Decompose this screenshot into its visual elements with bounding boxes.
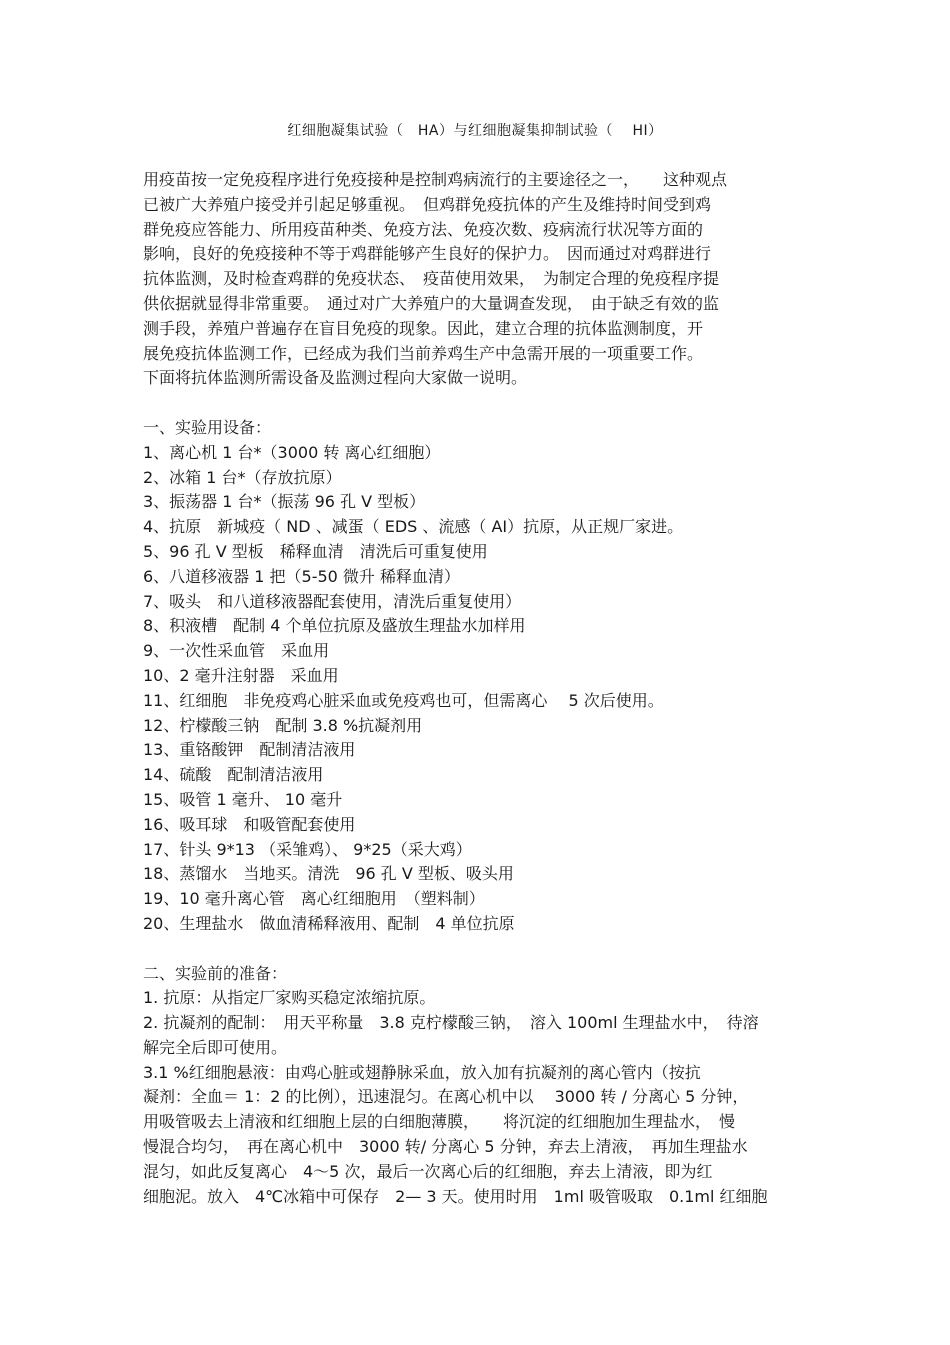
paragraph-line: 3.1 %红细胞悬液：由鸡心脏或翅静脉采血，放入加有抗凝剂的离心管内（按抗 xyxy=(143,1062,701,1082)
list-item: 20、生理盐水 做血清稀释液用、配制 4 单位抗原 xyxy=(143,913,515,933)
paragraph-line: 凝剂：全血＝ 1：2 的比例），迅速混匀。在离心机中以 3000 转 / 分离心 5 分钟， xyxy=(143,1087,749,1107)
preparation-section xyxy=(143,962,808,1210)
list-item: 10、2 毫升注射器 采血用 xyxy=(143,665,339,685)
document-body xyxy=(143,168,808,1209)
list-item: 1、离心机 1 台*（3000 转 离心红细胞） xyxy=(143,442,441,462)
list-item: 6、八道移液器 1 把（5-50 微升 稀释血清） xyxy=(143,566,461,586)
list-item: 16、吸耳球 和吸管配套使用 xyxy=(143,814,356,834)
intro-line: 用疫苗按一定免疫程序进行免疫接种是控制鸡病流行的主要途径之一， 这种观点 xyxy=(143,170,728,189)
section-heading: 二、实验前的准备： xyxy=(143,963,288,983)
intro-line: 影响，良好的免疫接种不等于鸡群能够产生良好的保护力。 因而通过对鸡群进行 xyxy=(143,244,712,264)
list-item: 9、一次性采血管 采血用 xyxy=(143,641,330,661)
paragraph-line: 混匀，如此反复离心 4～5 次，最后一次离心后的红细胞，弃去上清液，即为红 xyxy=(143,1161,713,1181)
paragraph-line: 用吸管吸去上清液和红细胞上层的白细胞薄膜， 将沉淀的红细胞加生理盐水， 慢 xyxy=(143,1112,736,1132)
list-item: 8、积液槽 配制 4 个单位抗原及盛放生理盐水加样用 xyxy=(143,616,526,636)
section-heading: 一、实验用设备： xyxy=(143,417,272,437)
list-item: 12、柠檬酸三钠 配制 3.8 %抗凝剂用 xyxy=(143,715,423,735)
paragraph-line: 1. 抗原：从指定厂家购买稳定浓缩抗原。 xyxy=(143,988,436,1008)
document-title: 红细胞凝集试验（ HA）与红细胞凝集抑制试验（ HI） xyxy=(287,123,663,139)
list-item: 14、硫酸 配制清洁液用 xyxy=(143,765,324,785)
list-item: 15、吸管 1 毫升、 10 毫升 xyxy=(143,789,343,809)
intro-paragraph xyxy=(143,168,808,391)
intro-line: 展免疫抗体监测工作，已经成为我们当前养鸡生产中急需开展的一项重要工作。 xyxy=(143,343,704,363)
intro-line: 供依据就显得非常重要。 通过对广大养殖户的大量调查发现， 由于缺乏有效的监 xyxy=(143,293,720,313)
list-item: 18、蒸馏水 当地买。清洗 96 孔 V 型板、吸头用 xyxy=(143,864,514,884)
paragraph-line: 2. 抗凝剂的配制： 用天平称量 3.8 克柠檬酸三钠， 溶入 100ml 生理盐水中， 待溶 xyxy=(143,1013,759,1033)
list-item: 4、抗原 新城疫（ ND 、减蛋（ EDS 、流感（ AI）抗原，从正规厂家进。 xyxy=(143,517,684,537)
list-item: 5、96 孔 V 型板 稀释血清 清洗后可重复使用 xyxy=(143,541,488,561)
intro-line: 下面将抗体监测所需设备及监测过程向大家做一说明。 xyxy=(143,368,528,388)
spacer xyxy=(143,391,808,416)
paragraph-line: 慢混合均匀， 再在离心机中 3000 转/ 分离心 5 分钟，弃去上清液， 再加生理盐水 xyxy=(143,1137,748,1157)
list-item: 17、针头 9*13 （采雏鸡）、 9*25（采大鸡） xyxy=(143,839,472,859)
list-item: 2、冰箱 1 台*（存放抗原） xyxy=(143,467,342,487)
intro-line: 抗体监测，及时检查鸡群的免疫状态、 疫苗使用效果， 为制定合理的免疫程序提 xyxy=(143,269,720,289)
intro-line: 测手段，养殖户普遍存在盲目免疫的现象。因此，建立合理的抗体监测制度，开 xyxy=(143,318,704,338)
list-item: 19、10 毫升离心管 离心红细胞用 （塑料制） xyxy=(143,889,485,909)
paragraph-line: 解完全后即可使用。 xyxy=(143,1037,288,1057)
list-item: 13、重铬酸钾 配制清洁液用 xyxy=(143,740,356,760)
intro-line: 群免疫应答能力、所用疫苗种类、免疫方法、免疫次数、疫病流行状况等方面的 xyxy=(143,219,704,239)
list-item: 7、吸头 和八道移液器配套使用，清洗后重复使用） xyxy=(143,591,522,611)
intro-line: 已被广大养殖户接受并引起足够重视。 但鸡群免疫抗体的产生及维持时间受到鸡 xyxy=(143,194,712,214)
spacer xyxy=(143,937,808,962)
paragraph-line: 细胞泥。放入 4℃冰箱中可保存 2— 3 天。使用时用 1ml 吸管吸取 0.1ml 红细胞 xyxy=(143,1186,768,1206)
equipment-section xyxy=(143,416,808,937)
list-item: 11、红细胞 非免疫鸡心脏采血或免疫鸡也可，但需离心 5 次后使用。 xyxy=(143,690,664,710)
list-item: 3、振荡器 1 台*（振荡 96 孔 V 型板） xyxy=(143,492,426,512)
